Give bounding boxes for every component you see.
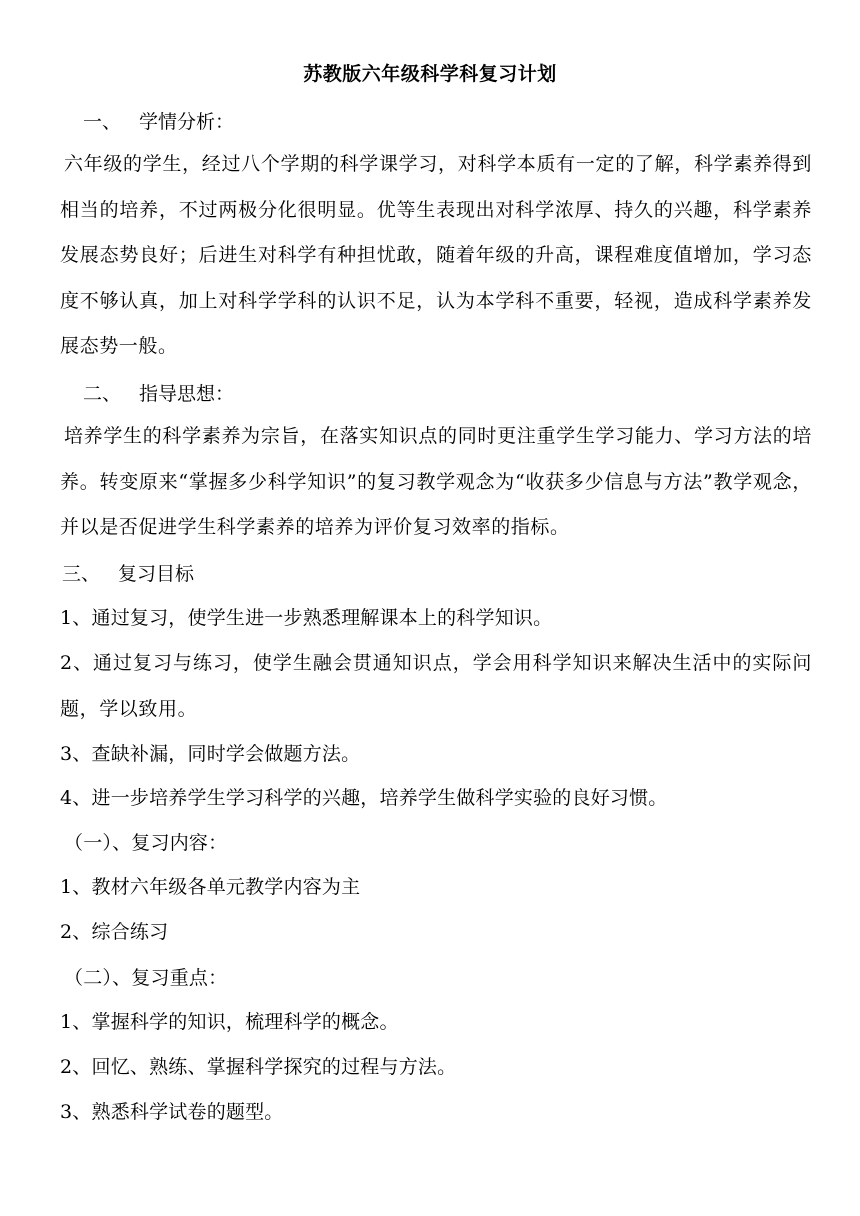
review-content-item: 1、教材六年级各单元教学内容为主 <box>60 876 361 898</box>
section-heading-review-goals <box>62 560 194 588</box>
review-focus-heading: （二）、复习重点： <box>64 967 228 989</box>
section-label: 复习目标 <box>118 563 195 585</box>
document-title: 苏教版六年级科学科复习计划 <box>303 63 557 85</box>
review-focus-item: 1、掌握科学的知识，梳理科学的概念。 <box>60 1011 399 1033</box>
learning-analysis-paragraph: 六年级的学生，经过八个学期的科学课学习，对科学本质有一定的了解，科学素养得到相当的培养，不过两极分化很明显。优等生表现出对科学浓厚、持久的兴趣，科学素养发展态势良好；后进生对科学有种担忧敢，随着年级的升高，课程难度值增加，学习态度不够认真，加上对科学学科的认识不足，认为本学科不重要，轻视，造成科学素养发展态势一般。 <box>60 153 812 358</box>
section-number: 一、 <box>83 111 122 133</box>
review-goal-item: 4、进一步培养学生学习科学的兴趣，培养学生做科学实验的良好习惯。 <box>60 787 668 809</box>
review-content-heading: （一）、复习内容： <box>64 832 228 854</box>
section-label: 学情分析： <box>139 111 235 133</box>
review-goal-item: 1、通过复习，使学生进一步熟悉理解课本上的科学知识。 <box>60 607 553 629</box>
review-focus-item: 2、回忆、熟练、掌握科学探究的过程与方法。 <box>60 1056 457 1078</box>
section-number: 二、 <box>83 383 122 405</box>
section-label: 指导思想： <box>139 383 235 405</box>
section-heading-guiding-ideology <box>83 380 234 408</box>
review-goal-item: 3、查缺补漏，同时学会做题方法。 <box>60 743 361 765</box>
section-number: 三、 <box>62 563 101 585</box>
review-content-item: 2、综合练习 <box>60 921 169 943</box>
review-focus-item: 3、熟悉科学试卷的题型。 <box>60 1101 284 1123</box>
section-heading-learning-analysis <box>83 108 234 136</box>
guiding-ideology-paragraph: 培养学生的科学素养为宗旨，在落实知识点的同时更注重学生学习能力、学习方法的培养。转变原来“掌握多少科学知识”的复习教学观念为“收获多少信息与方法”教学观念，并以是否促进学生科学素养的培养为评价复习效率的指标。 <box>60 425 812 539</box>
review-goal-item: 2、通过复习与练习，使学生融会贯通知识点，学会用科学知识来解决生活中的实际问题，学以致用。 <box>60 652 812 720</box>
